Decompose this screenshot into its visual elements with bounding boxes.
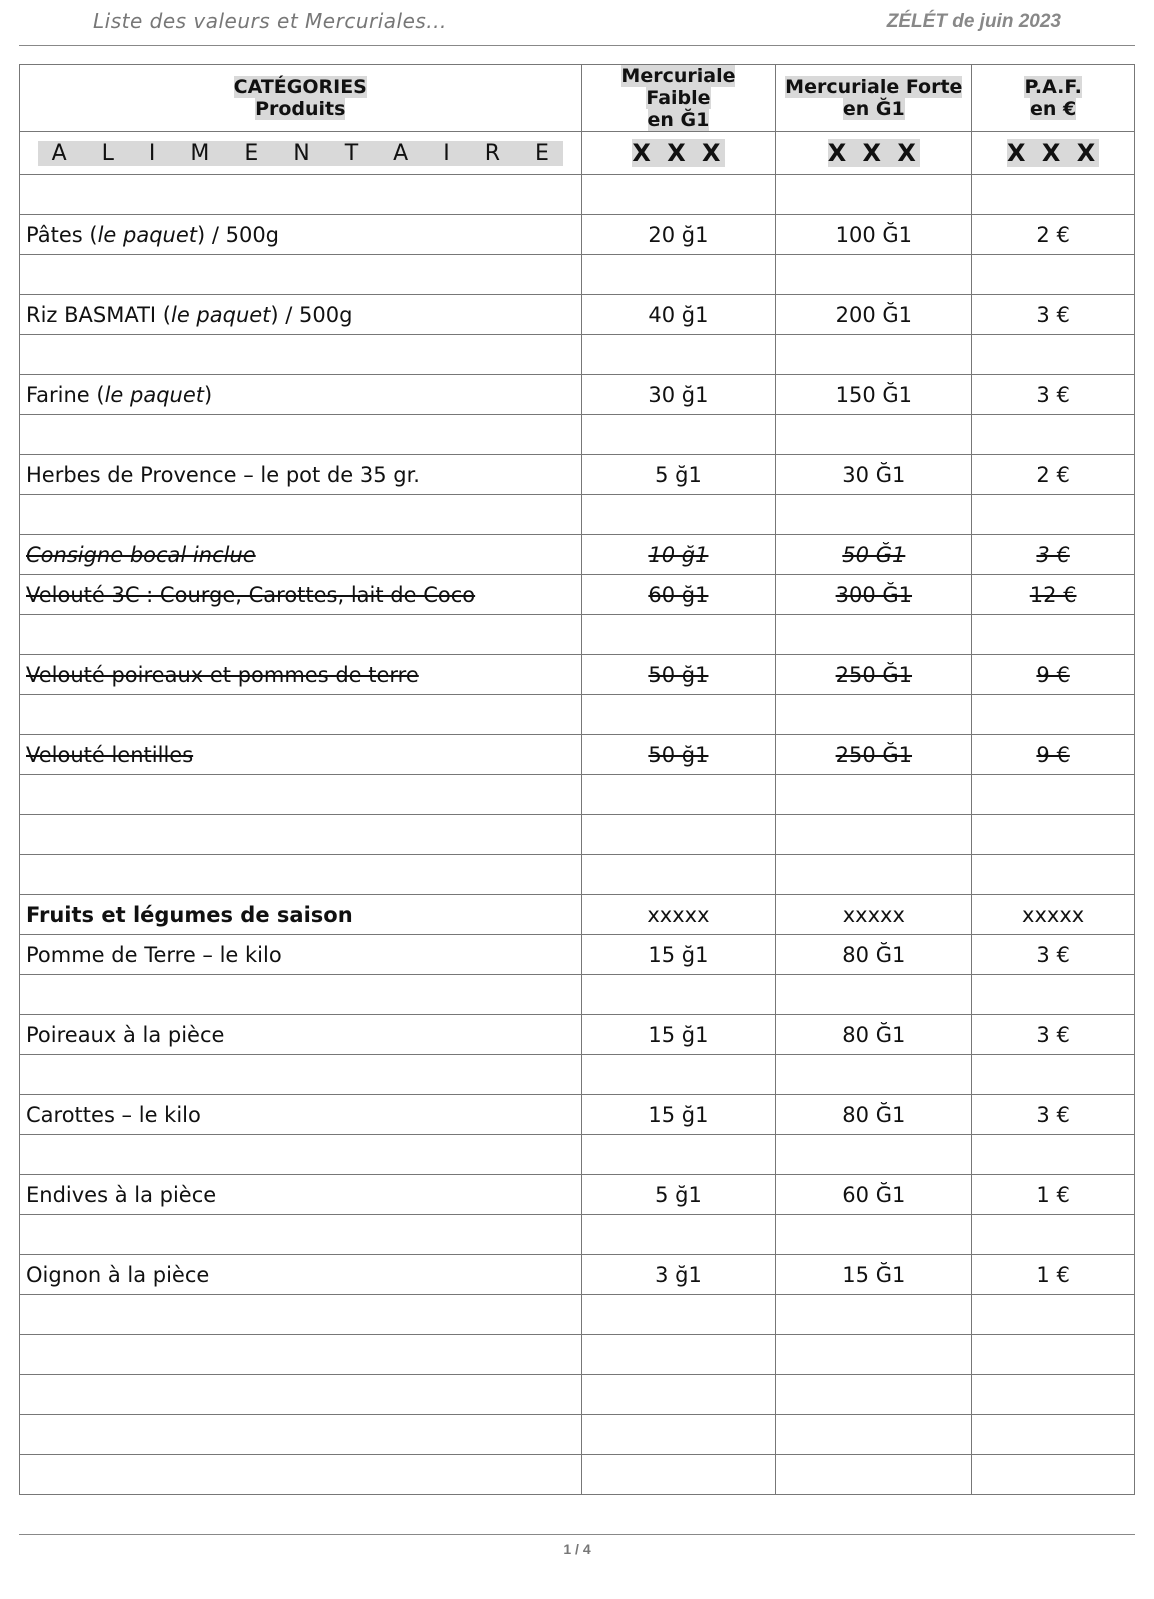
empty-row [20, 615, 1135, 655]
product-name: Velouté lentilles [20, 735, 582, 775]
price-low: 15 ğ1 [581, 1015, 776, 1055]
price-paf: 2 € [972, 455, 1135, 495]
empty-row [20, 855, 1135, 895]
product-name: Oignon à la pièce [20, 1255, 582, 1295]
price-paf: 3 € [972, 535, 1135, 575]
empty-row [20, 1055, 1135, 1095]
product-name: Farine (le paquet) [20, 375, 582, 415]
empty-row [20, 1215, 1135, 1255]
price-low: 15 ğ1 [581, 935, 776, 975]
price-low: 10 ğ1 [581, 535, 776, 575]
empty-row [20, 1455, 1135, 1495]
price-high: 80 Ğ1 [776, 935, 972, 975]
price-paf: 2 € [972, 215, 1135, 255]
empty-row [20, 1295, 1135, 1335]
table-row [20, 1255, 1135, 1295]
product-name: Velouté poireaux et pommes de terre [20, 655, 582, 695]
empty-row [20, 415, 1135, 455]
table-row [20, 1175, 1135, 1215]
section-placeholder: xxxxx [972, 895, 1135, 935]
product-name: Velouté 3C : Courge, Carottes, lait de Coco [20, 575, 582, 615]
table-row [20, 215, 1135, 255]
document-date: ZÉLÉT de juin 2023 [886, 11, 1061, 32]
price-paf: 1 € [972, 1255, 1135, 1295]
price-low: 15 ğ1 [581, 1095, 776, 1135]
price-low: 3 ğ1 [581, 1255, 776, 1295]
section-placeholder: xxxxx [776, 895, 972, 935]
section-row [20, 895, 1135, 935]
product-name: Herbes de Provence – le pot de 35 gr. [20, 455, 582, 495]
price-high: 80 Ğ1 [776, 1015, 972, 1055]
empty-row [20, 775, 1135, 815]
price-high: 150 Ğ1 [776, 375, 972, 415]
page-header [19, 0, 1135, 46]
price-high: 50 Ğ1 [776, 535, 972, 575]
page-footer [19, 1534, 1135, 1557]
empty-row [20, 255, 1135, 295]
price-low: 20 ğ1 [581, 215, 776, 255]
price-paf: 9 € [972, 655, 1135, 695]
price-high: 30 Ğ1 [776, 455, 972, 495]
product-name: Riz BASMATI (le paquet) / 500g [20, 295, 582, 335]
empty-row [20, 1335, 1135, 1375]
table-row-struck [20, 655, 1135, 695]
section-placeholder: xxxxx [581, 895, 776, 935]
empty-row [20, 495, 1135, 535]
empty-row [20, 1135, 1135, 1175]
price-low: 50 ğ1 [581, 735, 776, 775]
empty-row [20, 975, 1135, 1015]
price-high: 250 Ğ1 [776, 735, 972, 775]
table-row [20, 375, 1135, 415]
header-categories: CATÉGORIES Produits [20, 65, 582, 132]
header-mercuriale-forte: Mercuriale Forte en Ğ1 [776, 65, 972, 132]
category-placeholder: X X X [1007, 139, 1100, 167]
table-row [20, 1095, 1135, 1135]
table-row-struck [20, 735, 1135, 775]
product-name: Carottes – le kilo [20, 1095, 582, 1135]
empty-row [20, 1375, 1135, 1415]
price-paf: 9 € [972, 735, 1135, 775]
price-low: 5 ğ1 [581, 1175, 776, 1215]
price-low: 30 ğ1 [581, 375, 776, 415]
category-title: A L I M E N T A I R E [38, 141, 563, 166]
price-paf: 3 € [972, 1015, 1135, 1055]
table-row-struck [20, 535, 1135, 575]
price-low: 5 ğ1 [581, 455, 776, 495]
price-paf: 3 € [972, 375, 1135, 415]
empty-row [20, 815, 1135, 855]
empty-row [20, 1415, 1135, 1455]
price-low: 60 ğ1 [581, 575, 776, 615]
document-title: Liste des valeurs et Mercuriales... [93, 9, 447, 33]
table-header-row [20, 65, 1135, 132]
table-row [20, 455, 1135, 495]
header-paf: P.A.F. en € [972, 65, 1135, 132]
table-row [20, 935, 1135, 975]
price-high: 60 Ğ1 [776, 1175, 972, 1215]
product-name: Poireaux à la pièce [20, 1015, 582, 1055]
product-name: Consigne bocal inclue [20, 535, 582, 575]
category-placeholder: X X X [632, 139, 725, 167]
price-paf: 3 € [972, 1095, 1135, 1135]
table-row [20, 295, 1135, 335]
header-mercuriale-faible: Mercuriale Faible en Ğ1 [581, 65, 776, 132]
product-name: Endives à la pièce [20, 1175, 582, 1215]
price-high: 300 Ğ1 [776, 575, 972, 615]
page-number: 1 / 4 [563, 1541, 591, 1557]
price-high: 200 Ğ1 [776, 295, 972, 335]
empty-row [20, 175, 1135, 215]
section-title: Fruits et légumes de saison [20, 895, 582, 935]
empty-row [20, 335, 1135, 375]
category-placeholder: X X X [827, 139, 920, 167]
category-row [20, 132, 1135, 175]
product-name: Pâtes (le paquet) / 500g [20, 215, 582, 255]
price-high: 100 Ğ1 [776, 215, 972, 255]
price-paf: 3 € [972, 295, 1135, 335]
price-paf: 1 € [972, 1175, 1135, 1215]
price-paf: 3 € [972, 935, 1135, 975]
price-high: 80 Ğ1 [776, 1095, 972, 1135]
price-high: 250 Ğ1 [776, 655, 972, 695]
table-row [20, 1015, 1135, 1055]
product-name: Pomme de Terre – le kilo [20, 935, 582, 975]
table-row-struck [20, 575, 1135, 615]
price-low: 40 ğ1 [581, 295, 776, 335]
price-table [19, 64, 1135, 1495]
price-high: 15 Ğ1 [776, 1255, 972, 1295]
empty-row [20, 695, 1135, 735]
price-low: 50 ğ1 [581, 655, 776, 695]
price-paf: 12 € [972, 575, 1135, 615]
